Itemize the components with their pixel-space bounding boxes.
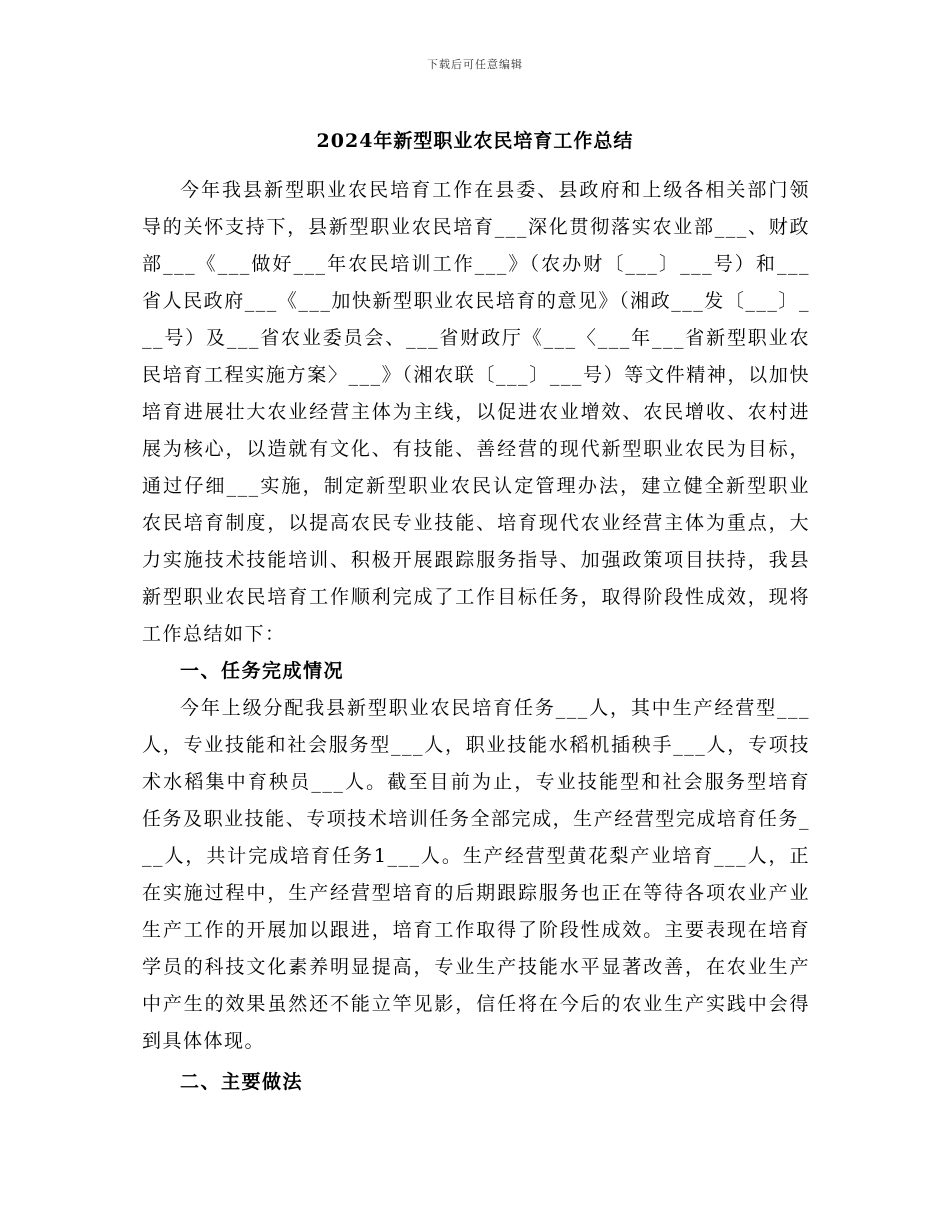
document-body — [142, 172, 810, 1101]
section-heading-main-practices: 二、主要做法 — [180, 1071, 304, 1093]
header-note: 下载后可任意编辑 — [427, 58, 523, 71]
document-title: 2024年新型职业农民培育工作总结 — [316, 130, 634, 152]
section-heading-task-completion: 一、任务完成情况 — [180, 660, 345, 682]
task-completion-paragraph: 今年上级分配我县新型职业农民培育任务___人，其中生产经营型___人，专业技能和社会服务型___人，职业技能水稻机插秧手___人，专项技术水稻集中育秧员___人。截至目前为止，专业技能型和社会服务型培育任务及职业技能、专项技术培训任务全部完成，生产经营型完成培育任务___人，共计完成培育任务1___人。生产经营型黄花梨产业培育___人，正在实施过程中，生产经营型培育的后期跟踪服务也正在等待各项农业产业生产工作的开展加以跟进，培育工作取得了阶段性成效。主要表现在培育学员的科技文化素养明显提高，专业生产技能水平显著改善，在农业生产中产生的效果虽然还不能立竿见影，信任将在今后的农业生产实践中会得到具体体现。 — [142, 697, 810, 1052]
intro-paragraph: 今年我县新型职业农民培育工作在县委、县政府和上级各相关部门领导的关怀支持下，县新型职业农民培育___深化贯彻落实农业部___、财政部___《___做好___年农民培训工作___》（农办财〔___〕___号）和___省人民政府___《___加快新型职业农民培育的意见》（湘政___发〔___〕___号）及___省农业委员会、___省财政厅《___〈___年___省新型职业农民培育工程实施方案〉___》（湘农联〔___〕___号）等文件精神，以加快培育进展壮大农业经营主体为主线，以促进农业增效、农民增收、农村进展为核心，以造就有文化、有技能、善经营的现代新型职业农民为目标，通过仔细___实施，制定新型职业农民认定管理办法，建立健全新型职业农民培育制度，以提高农民专业技能、培育现代农业经营主体为重点，大力实施技术技能培训、积极开展跟踪服务指导、加强政策项目扶持，我县新型职业农民培育工作顺利完成了工作目标任务，取得阶段性成效，现将工作总结如下： — [142, 179, 810, 645]
